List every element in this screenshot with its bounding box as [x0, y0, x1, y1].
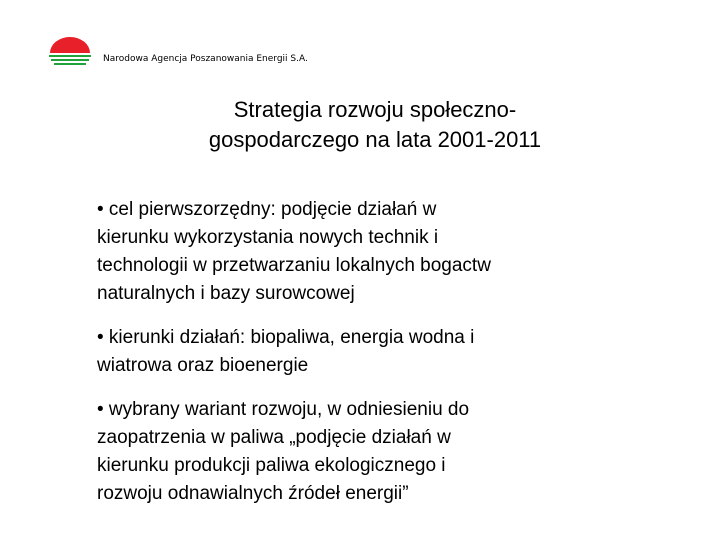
bullet-line: rozwoju odnawialnych źródeł energii” [97, 483, 409, 504]
bullet-line: zaopatrzenia w paliwa „podjęcie działań w [97, 427, 451, 448]
bullet-line: wiatrowa oraz bioenergie [97, 355, 309, 376]
bullet-item [97, 324, 687, 380]
bullet-line: • cel pierwszorzędny: podjęcie działań w [97, 199, 437, 220]
slide-title [150, 95, 600, 155]
bullet-line: • wybrany wariant rozwoju, w odniesieniu do [97, 399, 470, 420]
bullet-line: kierunku produkcji paliwa ekologicznego i [97, 455, 446, 476]
bullet-item [97, 196, 687, 308]
title-line: gospodarczego na lata 2001-2011 [208, 127, 542, 152]
bullet-list [97, 196, 687, 508]
logo-stripe [49, 55, 91, 57]
organization-name: Narodowa Agencja Poszanowania Energii S.A. [103, 54, 308, 64]
bullet-line: kierunku wykorzystania nowych technik i [97, 227, 439, 248]
logo-stripe [51, 59, 89, 61]
bullet-line: technologii w przetwarzaniu lokalnych bogactw [97, 255, 491, 276]
logo-stripe [54, 63, 86, 65]
bullet-item [97, 396, 687, 508]
logo-sun [50, 37, 90, 53]
napeg-logo-icon [48, 36, 92, 68]
bullet-line: naturalnych i bazy surowcowej [97, 283, 355, 304]
title-line: Strategia rozwoju społeczno- [233, 97, 517, 122]
bullet-line: • kierunki działań: biopaliwa, energia wodna i [97, 327, 475, 348]
